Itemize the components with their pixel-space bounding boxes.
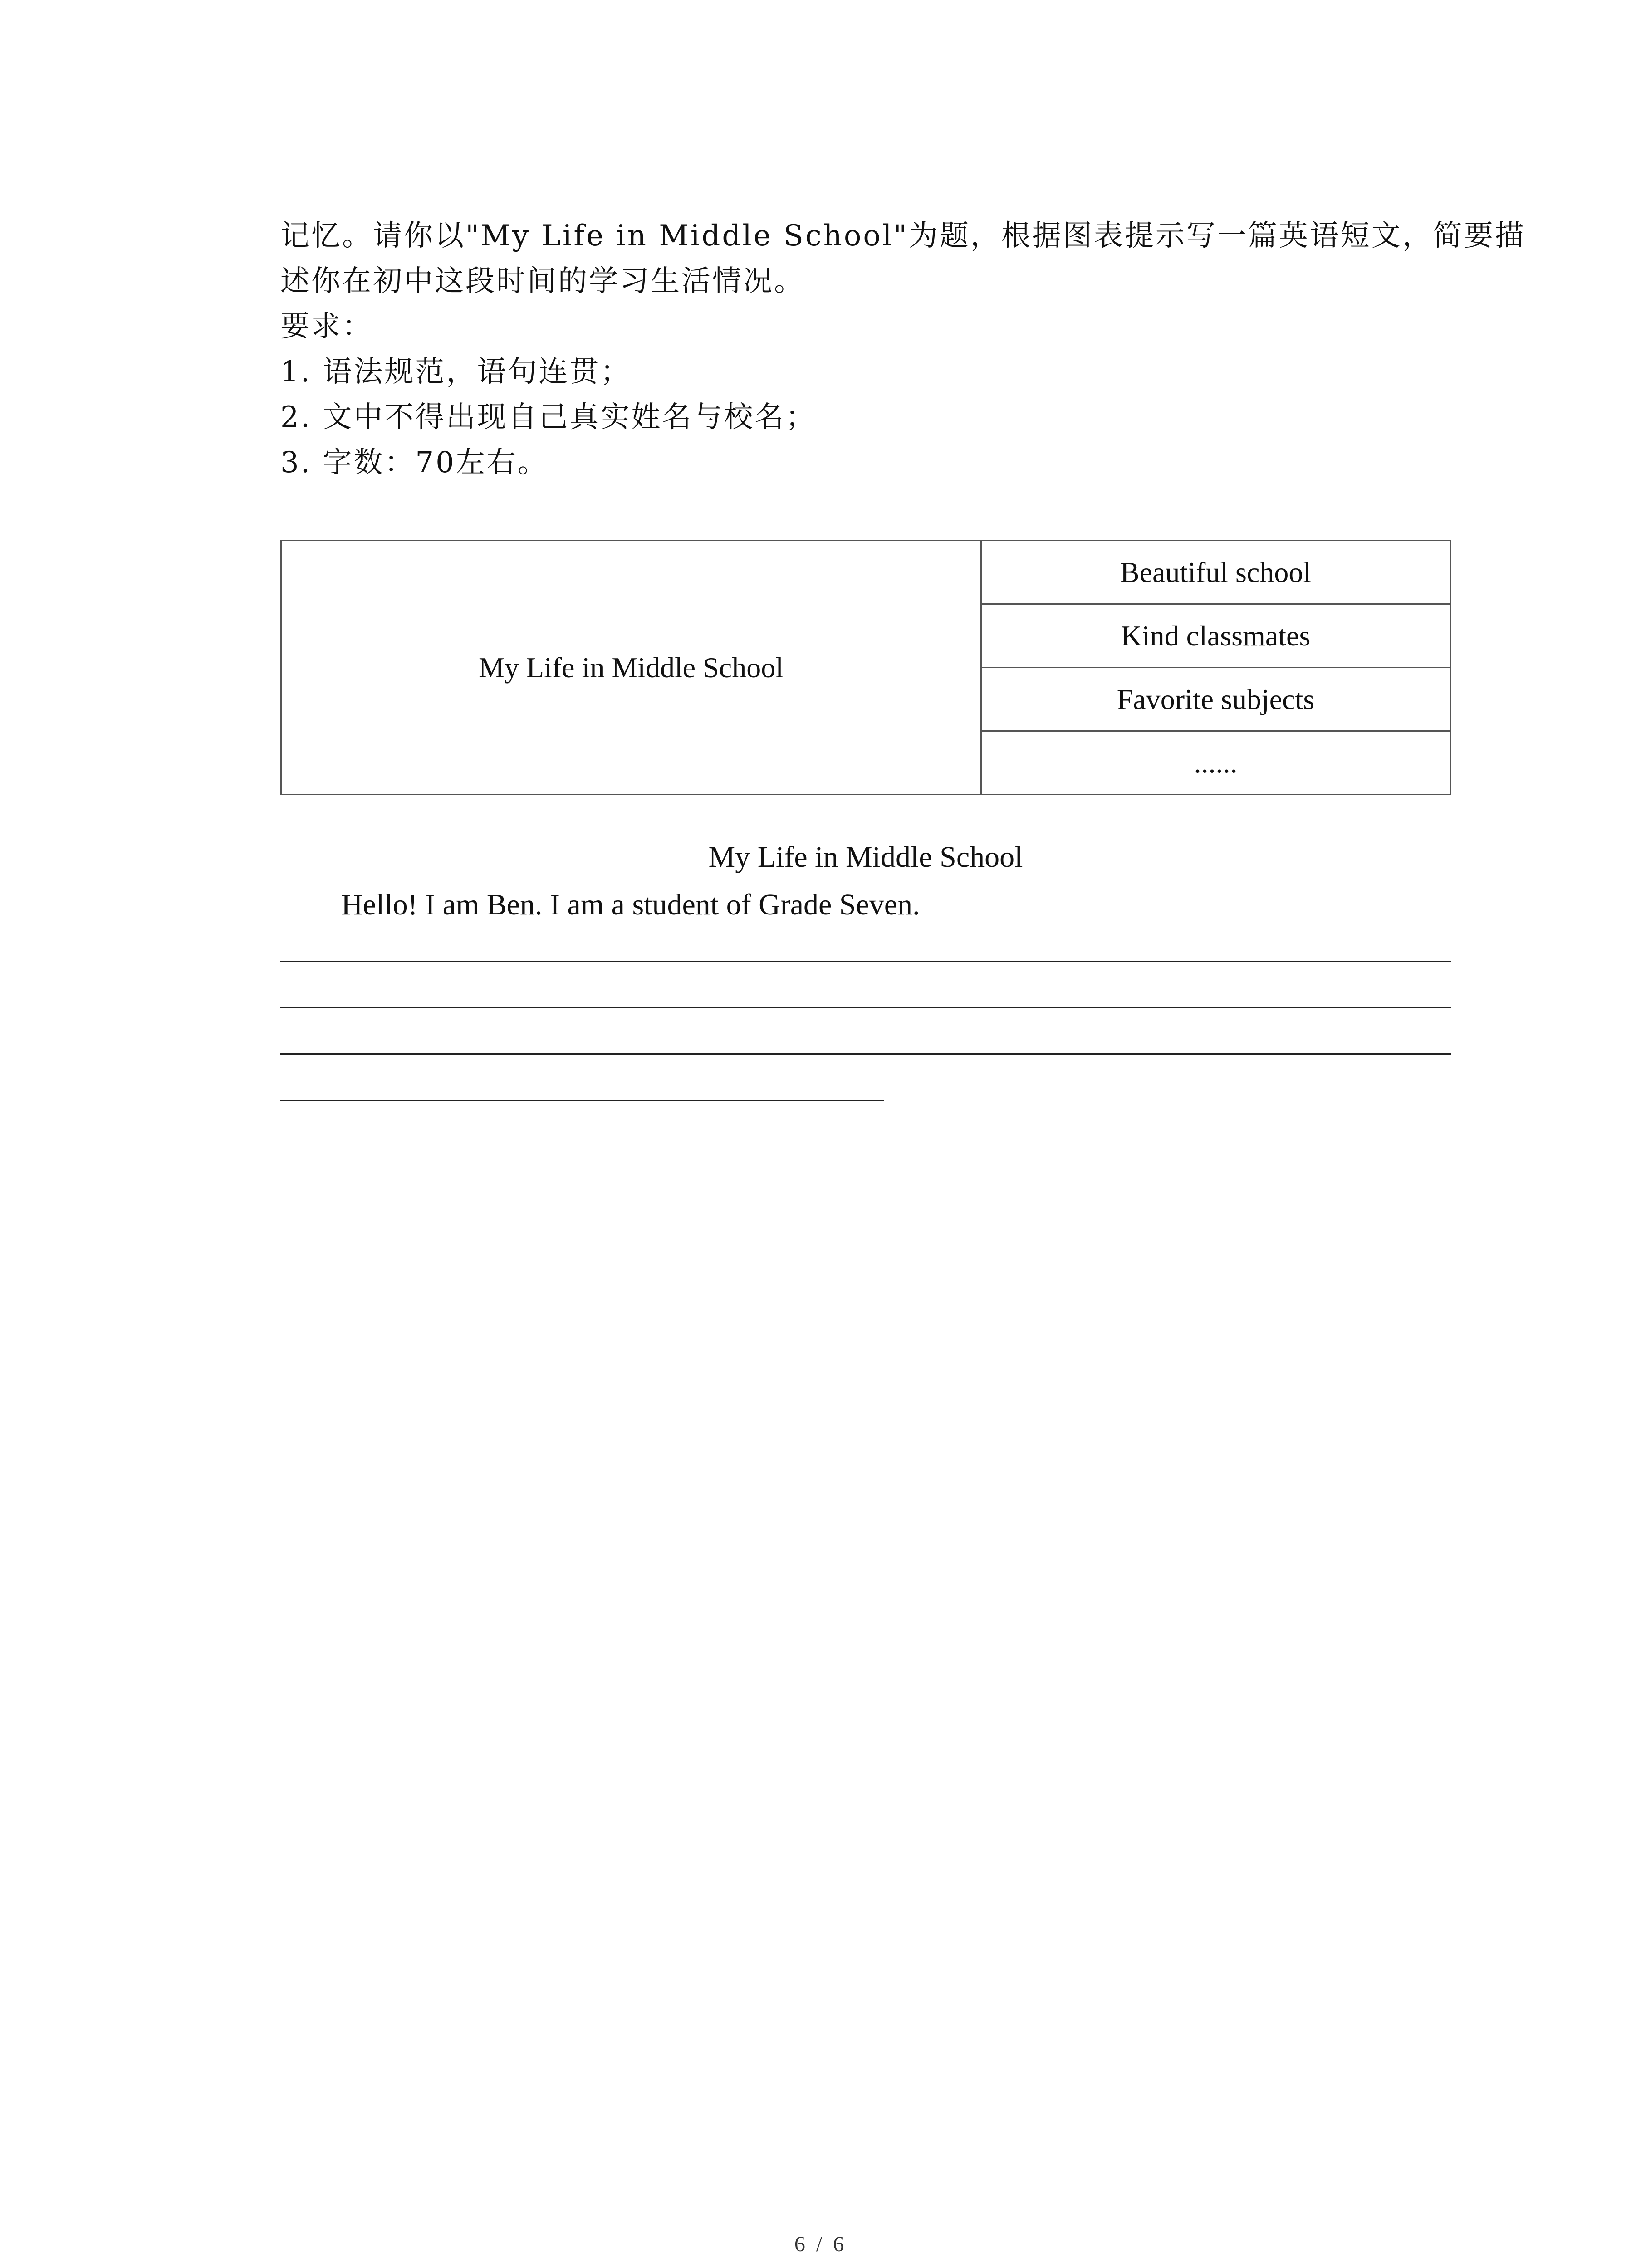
page-number: 6 / 6: [794, 2232, 847, 2256]
outline-table: [280, 540, 1451, 795]
answer-line: [280, 1053, 1451, 1055]
task-instructions: [280, 213, 1526, 485]
essay-opening-sentence: Hello! I am Ben. I am a student of Grade Seven.: [341, 888, 920, 921]
answer-line: [280, 1100, 884, 1101]
requirements-heading: 要求：: [280, 310, 373, 343]
requirement-item: 2. 文中不得出现自己真实姓名与校名；: [280, 401, 817, 434]
point-cell: Favorite subjects: [981, 668, 1450, 731]
point-cell: Kind classmates: [981, 604, 1450, 668]
instruction-line: 述你在初中这段时间的学习生活情况。: [280, 264, 805, 298]
table-row: [281, 541, 1450, 604]
answer-line: [280, 961, 1451, 962]
requirement-item: 1. 语法规范，语句连贯；: [280, 355, 632, 389]
topic-cell: My Life in Middle School: [281, 541, 981, 795]
point-cell: Beautiful school: [981, 541, 1450, 604]
essay-title: My Life in Middle School: [708, 841, 1023, 874]
requirement-item: 3. 字数：70左右。: [280, 446, 549, 479]
answer-line: [280, 1007, 1451, 1008]
point-cell: ......: [981, 731, 1450, 795]
instruction-line: 记忆。请你以"My Life in Middle School"为题，根据图表提示写一篇英语短文，简要描: [280, 219, 1526, 253]
